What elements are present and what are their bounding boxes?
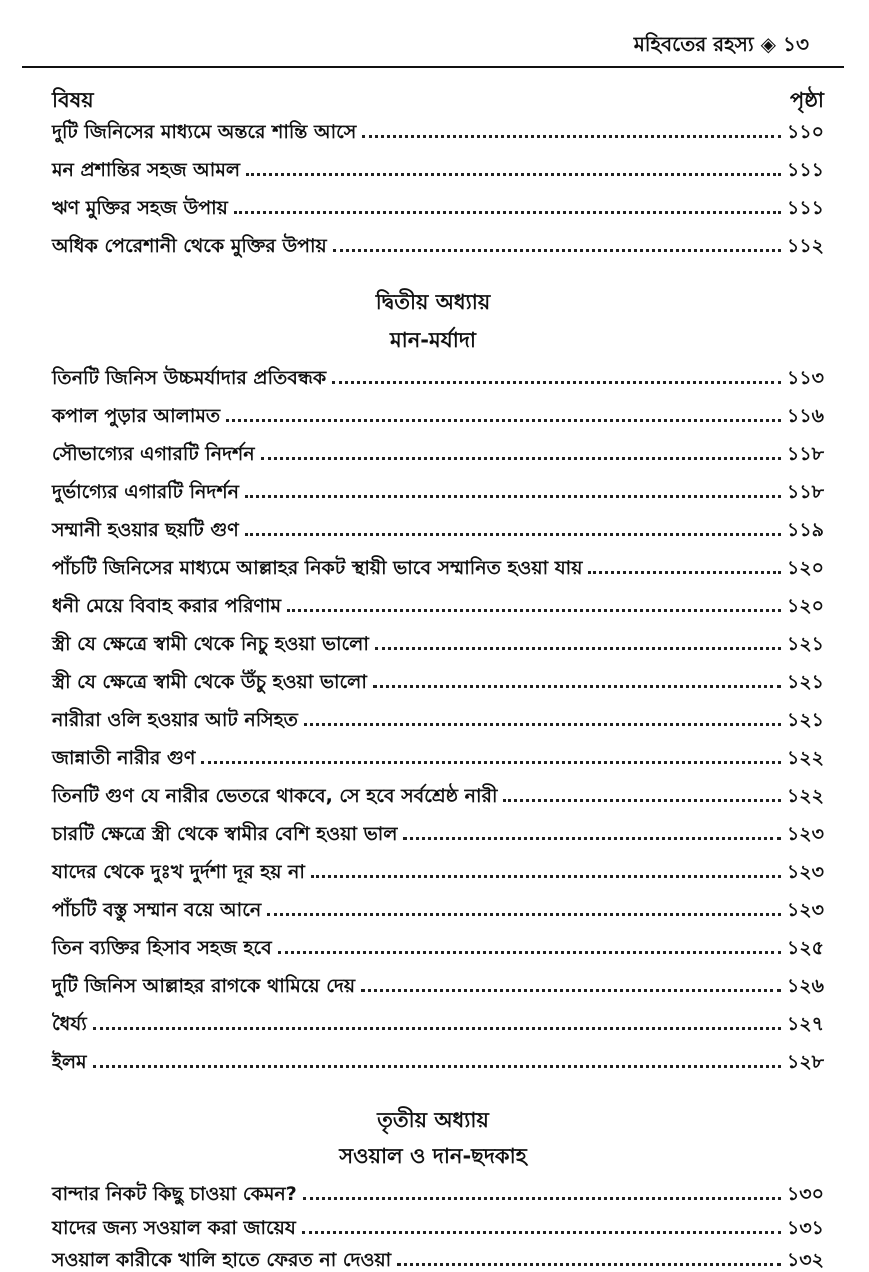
toc-entry [52, 472, 824, 504]
toc-entry [52, 852, 824, 884]
toc-entry [52, 662, 824, 694]
entry-page: ১২৩ [786, 823, 824, 845]
dot-leader [373, 685, 781, 688]
entry-page: ১২৩ [786, 861, 824, 883]
toc-entry [52, 1240, 824, 1272]
entry-title: পাঁচটি জিনিসের মাধ্যমে আল্লাহর নিকট স্থায়ী ভাবে সম্মানিত হওয়া যায় [52, 557, 583, 579]
entry-title: ধনী মেয়ে বিবাহ করার পরিণাম [52, 595, 282, 617]
entry-title: স্ত্রী যে ক্ষেত্রে স্বামী থেকে নিচু হওয়া ভালো [52, 633, 369, 655]
entry-page: ১৩২ [786, 1249, 824, 1271]
chapter-heading: তৃতীয় অধ্যায় [377, 1108, 489, 1132]
entry-page: ১১৮ [787, 443, 824, 465]
entry-title: স্ত্রী যে ক্ষেত্রে স্বামী থেকে উঁচু হওয়া ভালো [52, 671, 367, 693]
dot-leader [304, 723, 781, 726]
dot-leader [201, 761, 781, 764]
dot-leader [311, 875, 781, 878]
entry-title: পাঁচটি বস্তু সম্মান বয়ে আনে [52, 899, 262, 921]
dot-leader [267, 913, 781, 916]
entry-page: ১২২ [786, 747, 824, 769]
entry-page: ১২০ [786, 595, 824, 617]
dot-leader [303, 1197, 781, 1200]
toc-entry [52, 1042, 824, 1074]
entry-title: বান্দার নিকট কিছু চাওয়া কেমন? [52, 1183, 297, 1205]
entry-title: সম্মানী হওয়ার ছয়টি গুণ [52, 519, 239, 541]
dot-leader [403, 837, 781, 840]
toc-entry [52, 776, 824, 808]
toc-entry [52, 700, 824, 732]
entry-page: ১২৭ [786, 1013, 824, 1035]
entry-page: ১২২ [786, 785, 824, 807]
dot-leader [246, 173, 781, 176]
chapter-subheading: সওয়াল ও দান-ছদকাহ [339, 1144, 527, 1168]
dot-leader [226, 419, 781, 422]
dot-leader [362, 135, 781, 138]
entry-title: অধিক পেরেশানী থেকে মুক্তির উপায় [52, 235, 327, 257]
toc-entry [52, 1208, 824, 1240]
dot-leader [332, 381, 781, 384]
entry-title: সওয়াল কারীকে খালি হাতে ফেরত না দেওয়া [52, 1249, 392, 1271]
toc-entry [52, 434, 824, 466]
entry-page: ১৩১ [786, 1217, 824, 1239]
dot-leader [375, 647, 781, 650]
running-head: মহিবতের রহস্য ◈ ১৩ [633, 32, 809, 56]
toc-entry [52, 814, 824, 846]
entry-page: ১২১ [786, 671, 824, 693]
entry-page: ১১৩ [786, 367, 824, 389]
entry-page: ১২৫ [786, 937, 824, 959]
toc-entry [52, 510, 824, 542]
dot-leader [302, 1231, 781, 1234]
entry-title: জান্নাতী নারীর গুণ [52, 747, 196, 769]
dot-leader [278, 951, 781, 954]
dot-leader [333, 249, 781, 252]
entry-page: ১১২ [786, 235, 824, 257]
entry-title: তিনটি গুণ যে নারীর ভেতরে থাকবে, সে হবে সর্বশ্রেষ্ঠ নারী [52, 785, 498, 807]
toc-entry [52, 1174, 824, 1206]
entry-title: ধৈর্য্য [52, 1013, 87, 1035]
dot-leader [245, 495, 781, 498]
toc-entry [52, 226, 824, 258]
toc-entry [52, 890, 824, 922]
entry-title: দুর্ভাগ্যের এগারটি নিদর্শন [52, 481, 239, 503]
dot-leader [588, 571, 781, 574]
toc-entry [52, 738, 824, 770]
dot-leader [93, 1027, 781, 1030]
entry-page: ১১৮ [787, 481, 824, 503]
entry-title: ঋণ মুক্তির সহজ উপায় [52, 197, 228, 219]
entry-page: ১১৬ [786, 405, 824, 427]
entry-page: ১২৮ [786, 1051, 824, 1073]
entry-title: চারটি ক্ষেত্রে স্ত্রী থেকে স্বামীর বেশি হওয়া ভাল [52, 823, 398, 845]
entry-title: মন প্রশান্তির সহজ আমল [52, 159, 241, 181]
entry-title: কপাল পুড়ার আলামত [52, 405, 221, 427]
chapter-heading: দ্বিতীয় অধ্যায় [375, 290, 491, 314]
entry-title: সৌভাগ্যের এগারটি নিদর্শন [52, 443, 255, 465]
entry-page: ১২৩ [786, 899, 824, 921]
entry-page: ১২১ [786, 709, 824, 731]
toc-entry [52, 624, 824, 656]
dot-leader [503, 799, 781, 802]
dot-leader [287, 609, 781, 612]
toc-entry [52, 586, 824, 618]
dot-leader [361, 989, 781, 992]
entry-page: ১২৬ [786, 975, 824, 997]
toc-entry [52, 1004, 824, 1036]
entry-page: ১১১ [787, 197, 824, 219]
entry-page: ১১৯ [787, 519, 824, 541]
toc-entry [52, 548, 824, 580]
subject-header: বিষয় [52, 88, 94, 112]
toc-entry [52, 396, 824, 428]
entry-page: ১৩০ [786, 1183, 824, 1205]
header-rule [22, 66, 844, 68]
entry-title: ইলম [52, 1051, 87, 1073]
dot-leader [261, 457, 781, 460]
entry-page: ১১০ [786, 121, 824, 143]
entry-title: তিনটি জিনিস উচ্চমর্যাদার প্রতিবন্ধক [52, 367, 327, 389]
toc-entry [52, 188, 824, 220]
page-header: পৃষ্ঠা [789, 88, 824, 112]
entry-page: ১১১ [787, 159, 824, 181]
entry-page: ১২০ [786, 557, 824, 579]
dot-leader [397, 1263, 781, 1266]
entry-page: ১২১ [786, 633, 824, 655]
dot-leader [93, 1065, 781, 1068]
toc-entry [52, 966, 824, 998]
dot-leader [245, 533, 781, 536]
dot-leader [234, 211, 781, 214]
chapter-subheading: মান-মর্যাদা [390, 328, 476, 352]
entry-title: যাদের জন্য সওয়াল করা জায়েয [52, 1217, 296, 1239]
entry-title: নারীরা ওলি হওয়ার আট নসিহত [52, 709, 298, 731]
entry-title: দুটি জিনিসের মাধ্যমে অন্তরে শান্তি আসে [52, 121, 357, 143]
entry-title: দুটি জিনিস আল্লাহর রাগকে থামিয়ে দেয় [52, 975, 356, 997]
toc-entry [52, 150, 824, 182]
toc-entry [52, 358, 824, 390]
toc-entry [52, 928, 824, 960]
entry-title: যাদের থেকে দুঃখ দুর্দশা দূর হয় না [52, 861, 305, 883]
toc-entry [52, 112, 824, 144]
entry-title: তিন ব্যক্তির হিসাব সহজ হবে [52, 937, 272, 959]
